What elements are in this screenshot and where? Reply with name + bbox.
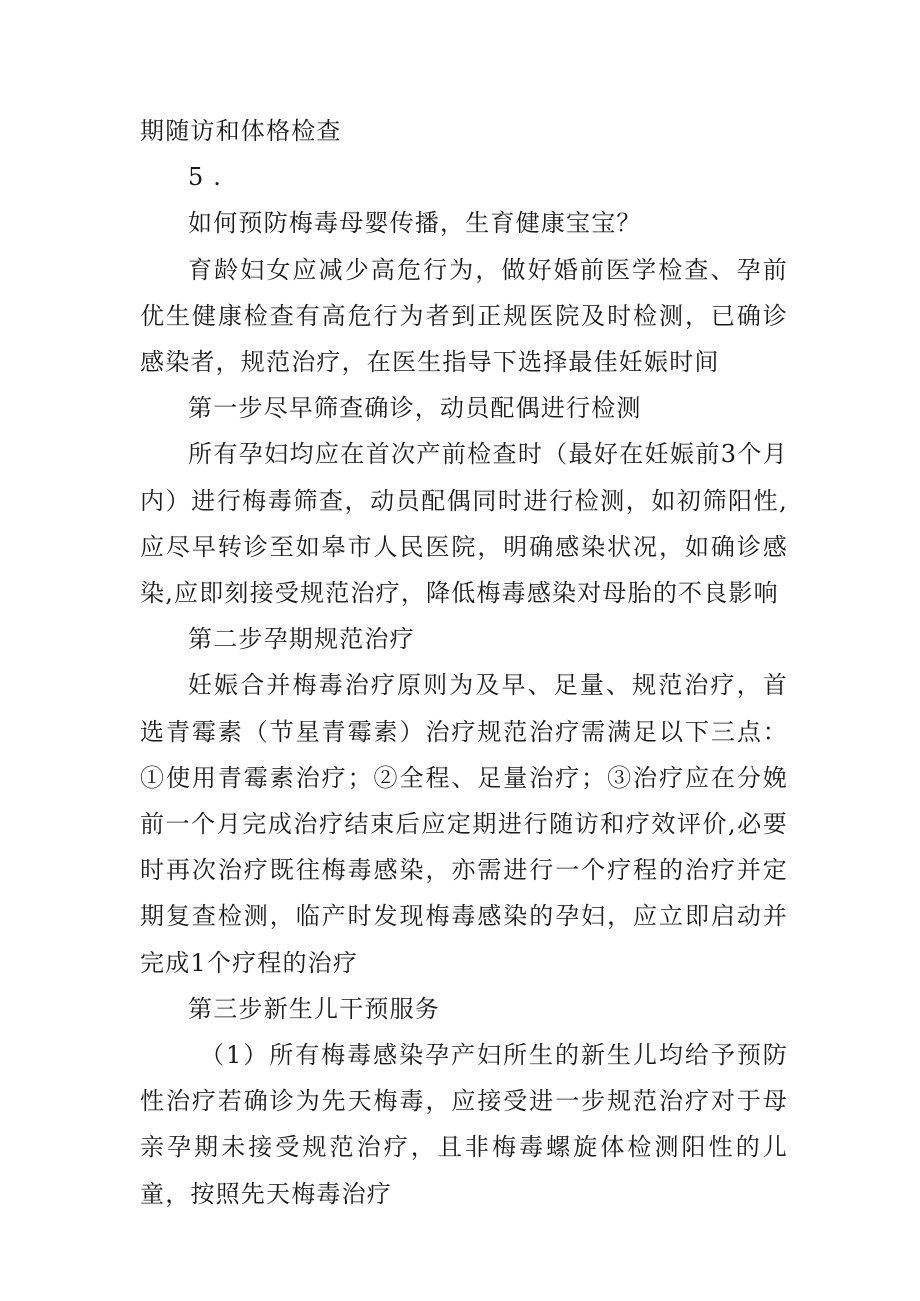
paragraph-treatment: 妊娠合并梅毒治疗原则为及早、足量、规范治疗，首选青霉素（节星青霉素）治疗规范治疗需满足以下三点：①使用青霉素治疗；②全程、足量治疗；③治疗应在分娩前一个月完成治疗结束后应定期进行随访和疗效评价,必要时再次治疗既往梅毒感染，亦需进行一个疗程的治疗并定期复查检测，临产时发现梅毒感染的孕妇，应立即启动并完成1个疗程的治疗 (140, 671, 788, 977)
document-body (140, 108, 788, 1217)
paragraph-continuation: 期随访和体格检查 (140, 117, 342, 145)
paragraph-newborn: （1）所有梅毒感染孕产妇所生的新生儿均给予预防性治疗若确诊为先天梅毒，应接受进一步规范治疗对于母亲孕期未接受规范治疗，且非梅毒螺旋体检测阳性的儿童，按照先天梅毒治疗 (140, 1041, 788, 1208)
paragraph-screening: 所有孕妇均应在首次产前检查时（最好在妊娠前3个月内）进行梅毒筛查，动员配偶同时进行检测，如初筛阳性,应尽早转诊至如皋市人民医院，明确感染状况，如确诊感染,应即刻接受规范治疗，降低梅毒感染对母胎的不良影响 (140, 440, 788, 608)
paragraph-prevention: 育龄妇女应减少高危行为，做好婚前医学检查、孕前优生健康检查有高危行为者到正规医院及时检测，已确诊感染者，规范治疗，在医生指导下选择最佳妊娠时间 (140, 255, 788, 377)
section-heading: 如何预防梅毒母婴传播，生育健康宝宝？ (188, 209, 642, 238)
step-two-heading: 第二步孕期规范治疗 (188, 625, 415, 654)
section-number: 5 . (188, 163, 223, 192)
step-one-heading: 第一步尽早筛查确诊，动员配偶进行检测 (188, 394, 642, 423)
step-three-heading: 第三步新生儿干预服务 (188, 994, 440, 1023)
